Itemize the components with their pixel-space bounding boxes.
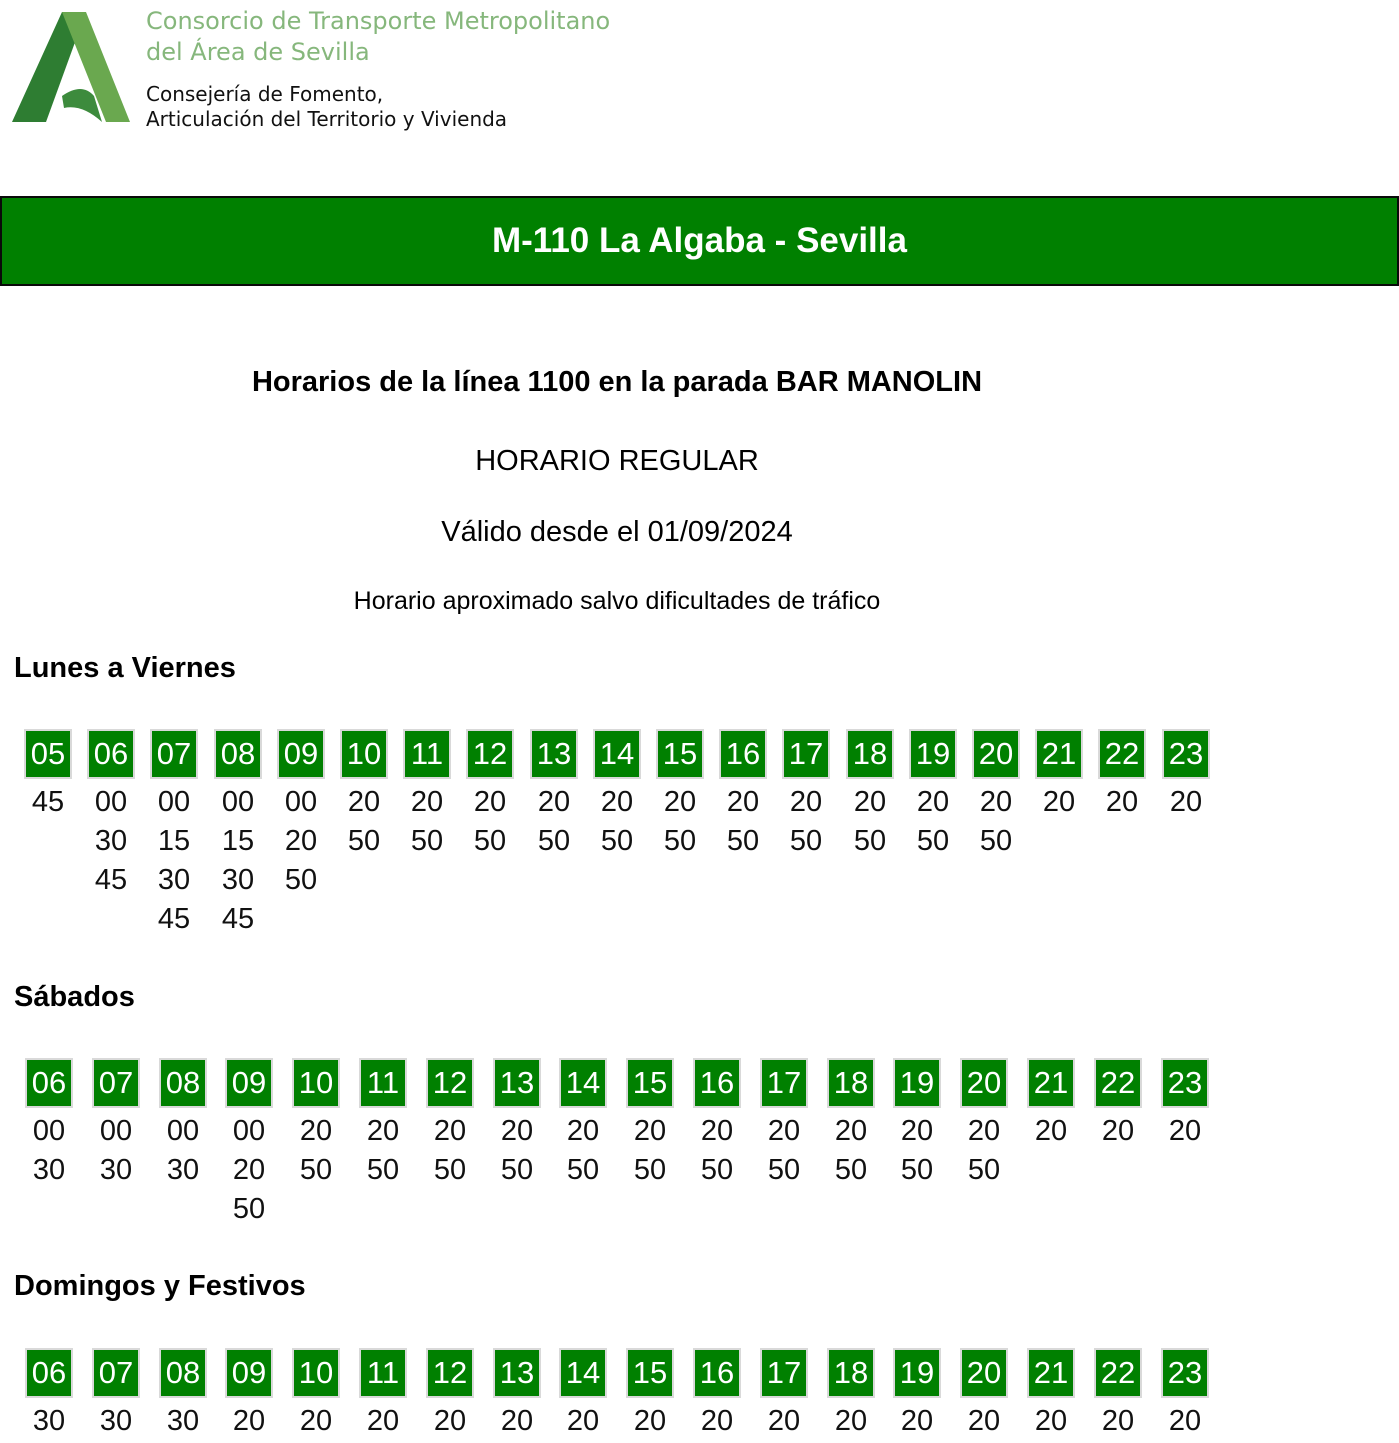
minute-list — [403, 785, 451, 863]
hour-column — [719, 729, 767, 863]
minute-list — [656, 785, 704, 863]
hour-column — [1094, 1058, 1142, 1153]
minute-list — [292, 1404, 340, 1443]
schedule-type: HORARIO REGULAR — [475, 445, 759, 477]
hour-badge: 23 — [1161, 1348, 1209, 1398]
departure-minute: 20 — [347, 786, 381, 818]
departure-minute: 45 — [94, 864, 128, 896]
minute-list — [159, 1404, 207, 1443]
departure-minute: 20 — [232, 1405, 266, 1437]
hour-column — [827, 1348, 875, 1443]
departure-minute: 50 — [967, 1154, 1001, 1186]
hour-badge: 10 — [340, 729, 388, 779]
hour-badge: 20 — [960, 1348, 1008, 1398]
departure-minute: 30 — [32, 1154, 66, 1186]
hour-badge: 12 — [466, 729, 514, 779]
hour-badge: 07 — [150, 729, 198, 779]
hour-badge: 16 — [719, 729, 767, 779]
hour-badge: 06 — [25, 1058, 73, 1108]
departure-minute: 30 — [32, 1405, 66, 1437]
hour-badge: 05 — [24, 729, 72, 779]
departure-minute: 50 — [299, 1154, 333, 1186]
minute-list — [960, 1114, 1008, 1192]
hour-column — [1161, 1058, 1209, 1153]
departure-minute: 50 — [726, 825, 760, 857]
consortium-name — [146, 6, 610, 68]
minute-list — [466, 785, 514, 863]
hour-badge: 23 — [1162, 729, 1210, 779]
stop-heading: Horarios de la línea 1100 en la parada BAR MANOLIN — [251, 366, 983, 398]
departure-minute: 20 — [500, 1405, 534, 1437]
hour-badge: 20 — [960, 1058, 1008, 1108]
hour-badge: 19 — [893, 1348, 941, 1398]
hour-column — [493, 1348, 541, 1443]
hour-badge: 14 — [559, 1058, 607, 1108]
hour-badge: 23 — [1161, 1058, 1209, 1108]
hour-column — [626, 1058, 674, 1192]
departure-minute: 50 — [979, 825, 1013, 857]
minute-list — [87, 785, 135, 902]
departure-minute: 20 — [789, 786, 823, 818]
hour-column — [693, 1058, 741, 1192]
hour-column — [893, 1348, 941, 1443]
departure-minute: 30 — [221, 864, 255, 896]
departure-minute: 20 — [473, 786, 507, 818]
hour-badge: 18 — [827, 1348, 875, 1398]
minute-list — [760, 1114, 808, 1192]
departure-minute: 50 — [834, 1154, 868, 1186]
minute-list — [150, 785, 198, 941]
hour-column — [893, 1058, 941, 1192]
hour-badge: 12 — [426, 1058, 474, 1108]
departure-minute: 15 — [157, 825, 191, 857]
minute-list — [1027, 1404, 1075, 1443]
departure-minute: 20 — [967, 1405, 1001, 1437]
hour-column — [25, 1058, 73, 1192]
minute-list — [626, 1404, 674, 1443]
hour-column — [1162, 729, 1210, 824]
hour-badge: 13 — [493, 1058, 541, 1108]
hour-badge: 11 — [403, 729, 451, 779]
departure-minute: 20 — [366, 1405, 400, 1437]
hour-column — [593, 729, 641, 863]
hour-column — [292, 1058, 340, 1192]
minute-list — [827, 1404, 875, 1443]
hour-badge: 08 — [214, 729, 262, 779]
departure-minute: 20 — [1042, 786, 1076, 818]
departure-minute: 20 — [566, 1115, 600, 1147]
departure-minute: 20 — [1101, 1115, 1135, 1147]
hour-column — [466, 729, 514, 863]
departure-minute: 50 — [366, 1154, 400, 1186]
hour-column — [359, 1348, 407, 1443]
hour-column — [909, 729, 957, 863]
departure-minute: 50 — [633, 1154, 667, 1186]
minute-list — [159, 1114, 207, 1192]
hour-column — [972, 729, 1020, 863]
departure-minute: 45 — [31, 786, 65, 818]
minute-list — [92, 1114, 140, 1192]
hour-badge: 11 — [359, 1058, 407, 1108]
hour-column — [559, 1058, 607, 1192]
hour-badge: 14 — [593, 729, 641, 779]
minute-list — [25, 1114, 73, 1192]
hour-column — [292, 1348, 340, 1443]
consortium-name-line-2: del Área de Sevilla — [146, 38, 370, 66]
departure-minute: 30 — [99, 1405, 133, 1437]
section-title-saturdays: Sábados — [14, 981, 135, 1013]
hour-column — [159, 1348, 207, 1443]
departure-minute: 20 — [834, 1115, 868, 1147]
hour-badge: 10 — [292, 1058, 340, 1108]
hour-column — [24, 729, 72, 824]
hour-column — [87, 729, 135, 902]
hour-badge: 22 — [1098, 729, 1146, 779]
departure-minute: 20 — [433, 1115, 467, 1147]
departure-minute: 20 — [500, 1115, 534, 1147]
departure-minute: 20 — [900, 1405, 934, 1437]
hour-column — [25, 1348, 73, 1443]
hour-badge: 14 — [559, 1348, 607, 1398]
hour-badge: 06 — [25, 1348, 73, 1398]
minute-list — [292, 1114, 340, 1192]
hour-badge: 22 — [1094, 1058, 1142, 1108]
hour-badge: 07 — [92, 1058, 140, 1108]
hour-badge: 07 — [92, 1348, 140, 1398]
departure-minute: 00 — [232, 1115, 266, 1147]
departure-minute: 50 — [347, 825, 381, 857]
hour-badge: 17 — [760, 1348, 808, 1398]
hour-column — [1035, 729, 1083, 824]
departure-minute: 00 — [166, 1115, 200, 1147]
minute-list — [92, 1404, 140, 1443]
minute-list — [626, 1114, 674, 1192]
minute-list — [1161, 1114, 1209, 1153]
departure-minute: 00 — [221, 786, 255, 818]
departure-minute: 20 — [433, 1405, 467, 1437]
departure-minute: 20 — [726, 786, 760, 818]
hour-column — [530, 729, 578, 863]
section-title-weekdays: Lunes a Viernes — [14, 652, 236, 684]
departure-minute: 20 — [1034, 1115, 1068, 1147]
departure-minute: 20 — [663, 786, 697, 818]
departure-minute: 00 — [99, 1115, 133, 1147]
departure-minute: 20 — [767, 1405, 801, 1437]
departure-minute: 45 — [221, 903, 255, 935]
hour-column — [1161, 1348, 1209, 1443]
departure-minute: 00 — [32, 1115, 66, 1147]
minute-list — [846, 785, 894, 863]
line-title: M-110 La Algaba - Sevilla — [492, 221, 907, 260]
departure-minute: 50 — [473, 825, 507, 857]
hour-column — [1094, 1348, 1142, 1443]
minute-list — [25, 1404, 73, 1443]
hour-badge: 13 — [493, 1348, 541, 1398]
hour-column — [656, 729, 704, 863]
minute-list — [693, 1404, 741, 1443]
hour-badge: 09 — [225, 1058, 273, 1108]
hour-column — [846, 729, 894, 863]
minute-list — [1098, 785, 1146, 824]
departure-minute: 30 — [157, 864, 191, 896]
section-title-sundays-holidays: Domingos y Festivos — [14, 1270, 306, 1302]
departure-minute: 20 — [853, 786, 887, 818]
hour-column — [1027, 1348, 1075, 1443]
hour-column — [426, 1058, 474, 1192]
hour-column — [960, 1058, 1008, 1192]
hour-badge: 15 — [626, 1348, 674, 1398]
minute-list — [426, 1404, 474, 1443]
hour-badge: 12 — [426, 1348, 474, 1398]
departure-minute: 00 — [157, 786, 191, 818]
minute-list — [277, 785, 325, 902]
hour-column — [559, 1348, 607, 1443]
departure-minute: 20 — [410, 786, 444, 818]
hour-badge: 10 — [292, 1348, 340, 1398]
departure-minute: 20 — [633, 1405, 667, 1437]
departure-minute: 20 — [900, 1115, 934, 1147]
departure-minute: 20 — [284, 825, 318, 857]
valid-from: Válido desde el 01/09/2024 — [441, 516, 793, 548]
hour-badge: 21 — [1027, 1058, 1075, 1108]
hour-badge: 09 — [225, 1348, 273, 1398]
departure-minute: 20 — [566, 1405, 600, 1437]
departure-minute: 20 — [979, 786, 1013, 818]
departure-minute: 20 — [537, 786, 571, 818]
minute-list — [960, 1404, 1008, 1443]
minute-list — [909, 785, 957, 863]
hour-column — [493, 1058, 541, 1192]
hour-column — [827, 1058, 875, 1192]
departure-minute: 20 — [916, 786, 950, 818]
departure-minute: 50 — [700, 1154, 734, 1186]
departure-minute: 20 — [299, 1115, 333, 1147]
hour-badge: 19 — [909, 729, 957, 779]
minute-list — [782, 785, 830, 863]
minute-list — [1035, 785, 1083, 824]
hour-badge: 19 — [893, 1058, 941, 1108]
departure-minute: 50 — [767, 1154, 801, 1186]
hour-badge: 11 — [359, 1348, 407, 1398]
hour-column — [426, 1348, 474, 1443]
hour-column — [782, 729, 830, 863]
hour-badge: 17 — [782, 729, 830, 779]
minute-list — [426, 1114, 474, 1192]
hour-column — [92, 1348, 140, 1443]
hour-column — [225, 1058, 273, 1231]
departure-minute: 20 — [700, 1405, 734, 1437]
minute-list — [214, 785, 262, 941]
departure-minute: 50 — [566, 1154, 600, 1186]
minute-list — [1094, 1114, 1142, 1153]
hour-badge: 21 — [1027, 1348, 1075, 1398]
hour-badge: 18 — [846, 729, 894, 779]
hour-column — [1098, 729, 1146, 824]
departure-minute: 20 — [834, 1405, 868, 1437]
departure-minute: 50 — [663, 825, 697, 857]
line-banner — [0, 196, 1399, 286]
hour-column — [277, 729, 325, 902]
hour-badge: 22 — [1094, 1348, 1142, 1398]
minute-list — [760, 1404, 808, 1443]
minute-list — [340, 785, 388, 863]
departure-minute: 50 — [853, 825, 887, 857]
minute-list — [225, 1114, 273, 1231]
departure-minute: 45 — [157, 903, 191, 935]
hour-badge: 08 — [159, 1348, 207, 1398]
hour-column — [960, 1348, 1008, 1443]
departure-minute: 00 — [94, 786, 128, 818]
hour-column — [760, 1348, 808, 1443]
minute-list — [359, 1404, 407, 1443]
hour-badge: 08 — [159, 1058, 207, 1108]
minute-list — [593, 785, 641, 863]
minute-list — [559, 1404, 607, 1443]
departure-minute: 20 — [1101, 1405, 1135, 1437]
department-name — [146, 82, 507, 132]
departure-minute: 20 — [1169, 786, 1203, 818]
departure-minute: 20 — [967, 1115, 1001, 1147]
departure-minute: 20 — [366, 1115, 400, 1147]
departure-minute: 30 — [94, 825, 128, 857]
departure-minute: 20 — [232, 1154, 266, 1186]
hour-column — [693, 1348, 741, 1443]
hour-column — [225, 1348, 273, 1443]
hour-column — [214, 729, 262, 941]
minute-list — [225, 1404, 273, 1443]
departure-minute: 50 — [789, 825, 823, 857]
minute-list — [24, 785, 72, 824]
junta-andalucia-logo-icon — [12, 12, 130, 124]
hour-badge: 15 — [626, 1058, 674, 1108]
minute-list — [893, 1404, 941, 1443]
departure-minute: 30 — [99, 1154, 133, 1186]
departure-minute: 50 — [600, 825, 634, 857]
departure-minute: 50 — [916, 825, 950, 857]
traffic-note: Horario aproximado salvo dificultades de tráfico — [353, 587, 881, 615]
hour-column — [359, 1058, 407, 1192]
minute-list — [693, 1114, 741, 1192]
departure-minute: 20 — [633, 1115, 667, 1147]
departure-minute: 20 — [299, 1405, 333, 1437]
minute-list — [493, 1404, 541, 1443]
minute-list — [559, 1114, 607, 1192]
minute-list — [1094, 1404, 1142, 1443]
departure-minute: 20 — [600, 786, 634, 818]
hour-badge: 16 — [693, 1348, 741, 1398]
hour-badge: 18 — [827, 1058, 875, 1108]
hour-badge: 06 — [87, 729, 135, 779]
departure-minute: 15 — [221, 825, 255, 857]
minute-list — [493, 1114, 541, 1192]
departure-minute: 50 — [410, 825, 444, 857]
consortium-name-line-1: Consorcio de Transporte Metropolitano — [146, 7, 611, 35]
department-name-line-2: Articulación del Territorio y Vivienda — [146, 107, 508, 131]
minute-list — [719, 785, 767, 863]
hour-badge: 16 — [693, 1058, 741, 1108]
departure-minute: 20 — [700, 1115, 734, 1147]
hour-column — [626, 1348, 674, 1443]
hour-column — [159, 1058, 207, 1192]
hour-badge: 15 — [656, 729, 704, 779]
departure-minute: 20 — [1168, 1405, 1202, 1437]
departure-minute: 50 — [900, 1154, 934, 1186]
minute-list — [359, 1114, 407, 1192]
departure-minute: 00 — [284, 786, 318, 818]
departure-minute: 50 — [232, 1193, 266, 1225]
minute-list — [530, 785, 578, 863]
hour-column — [760, 1058, 808, 1192]
hour-column — [403, 729, 451, 863]
minute-list — [893, 1114, 941, 1192]
minute-list — [1161, 1404, 1209, 1443]
departure-minute: 20 — [767, 1115, 801, 1147]
minute-list — [1162, 785, 1210, 824]
departure-minute: 50 — [537, 825, 571, 857]
hour-column — [92, 1058, 140, 1192]
minute-list — [1027, 1114, 1075, 1153]
department-name-line-1: Consejería de Fomento, — [146, 82, 384, 106]
departure-minute: 50 — [500, 1154, 534, 1186]
departure-minute: 30 — [166, 1154, 200, 1186]
departure-minute: 50 — [284, 864, 318, 896]
departure-minute: 20 — [1168, 1115, 1202, 1147]
hour-column — [1027, 1058, 1075, 1153]
hour-badge: 21 — [1035, 729, 1083, 779]
minute-list — [972, 785, 1020, 863]
hour-badge: 20 — [972, 729, 1020, 779]
hour-badge: 13 — [530, 729, 578, 779]
hour-column — [340, 729, 388, 863]
hour-badge: 17 — [760, 1058, 808, 1108]
hour-badge: 09 — [277, 729, 325, 779]
departure-minute: 30 — [166, 1405, 200, 1437]
departure-minute: 50 — [433, 1154, 467, 1186]
hour-column — [150, 729, 198, 941]
minute-list — [827, 1114, 875, 1192]
departure-minute: 20 — [1105, 786, 1139, 818]
departure-minute: 20 — [1034, 1405, 1068, 1437]
